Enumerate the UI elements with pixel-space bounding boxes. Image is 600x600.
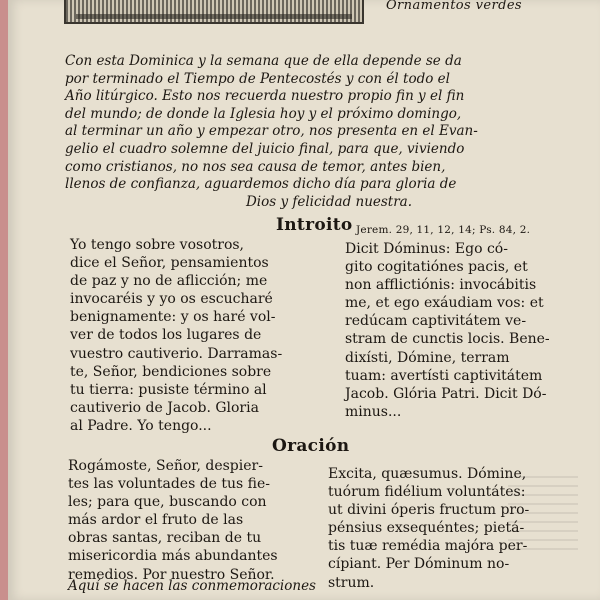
introito-spanish-line: Yo tengo sobre vosotros, xyxy=(70,237,245,253)
intro-paragraph xyxy=(65,53,593,211)
introito-latin-line: me, et ego exáudiam vos: et xyxy=(345,295,544,312)
oracion-spanish-line: misericordia más abundantes xyxy=(68,548,278,565)
introito-spanish-line: benignamente: y os haré vol- xyxy=(70,309,276,326)
intro-line: Con esta Dominica y la semana que de ella depende se da xyxy=(65,53,462,69)
oracion-latin-line: tuórum fidélium voluntátes: xyxy=(328,484,526,501)
oracion-latin-line: pénsius exsequéntes; pietá- xyxy=(328,520,525,537)
introito-spanish-line: cautiverio de Jacob. Gloria xyxy=(70,399,259,416)
footer-note: Aquí se hacen las conmemoraciones xyxy=(68,578,316,594)
introito-spanish-line: invocaréis y yo os escucharé xyxy=(70,291,273,308)
introito-spanish-line: dice el Señor, pensamientos xyxy=(70,255,269,272)
show-through-text xyxy=(508,470,578,550)
oracion-latin-line: Excita, quæsumus. Dómine, xyxy=(328,466,527,482)
intro-line: Año litúrgico. Esto nos recuerda nuestro propio fin y el fin xyxy=(65,88,465,105)
introito-latin-line: non afflictiónis: invocábitis xyxy=(345,277,537,294)
oracion-latin-line: tis tuæ remédia majóra per- xyxy=(328,538,528,555)
introito-latin-line: stram de cunctis locis. Bene- xyxy=(345,331,550,348)
oracion-spanish-line: tes las voluntades de tus fie- xyxy=(68,476,271,493)
introito-spanish-line: al Padre. Yo tengo... xyxy=(70,417,212,434)
intro-line: gelio el cuadro solemne del juicio final, para que, viviendo xyxy=(65,140,465,157)
oracion-spanish-line: más ardor el fruto de las xyxy=(68,512,244,529)
intro-line: llenos de confianza, aguardemos dicho día para gloria de xyxy=(65,176,457,193)
introito-spanish-line: te, Señor, bendiciones sobre xyxy=(70,363,272,380)
introito-latin-line: tuam: avertísti captivitátem xyxy=(345,367,543,384)
oracion-latin-line: ut divini óperis fructum pro- xyxy=(328,502,530,519)
introito-latin-line: dixísti, Dómine, terram xyxy=(345,349,510,366)
oracion-heading: Oración xyxy=(272,436,350,456)
introito-reference: Jerem. 29, 11, 12, 14; Ps. 84, 2. xyxy=(356,224,531,236)
introito-latin-line: gito cogitatiónes pacis, et xyxy=(345,259,528,276)
oracion-spanish-line: remedios. Por nuestro Señor. xyxy=(68,566,275,583)
introito-latin-column xyxy=(345,240,573,421)
introito-spanish-line: ver de todos los lugares de xyxy=(70,327,262,344)
oracion-latin-line: cípiant. Per Dóminum no- xyxy=(328,556,510,573)
intro-line: al terminar un año y empezar otro, nos presenta en el Evan- xyxy=(65,123,478,140)
intro-line: como cristianos, no nos sea causa de temor, antes bien, xyxy=(65,158,446,175)
oracion-latin-line: strum. xyxy=(328,574,375,591)
introito-latin-line: Dicit Dóminus: Ego có- xyxy=(345,241,508,257)
introito-heading: Introito xyxy=(276,215,353,235)
oracion-spanish-column xyxy=(68,457,306,584)
intro-line: por terminado el Tiempo de Pentecostés y con él todo el xyxy=(65,70,450,87)
oracion-spanish-line: obras santas, reciban de tu xyxy=(68,530,262,547)
introito-latin-line: Jacob. Glória Patri. Dicit Dó- xyxy=(345,385,547,402)
intro-line: Dios y felicidad nuestra. xyxy=(245,193,413,210)
intro-line: del mundo; de donde la Iglesia hoy y el próximo domingo, xyxy=(65,105,462,122)
oracion-spanish-line: les; para que, buscando con xyxy=(68,494,267,511)
introito-spanish-column xyxy=(70,236,306,435)
missal-page xyxy=(8,0,600,600)
introito-latin-line: redúcam captivitátem ve- xyxy=(345,313,527,330)
oracion-spanish-line: Rogámoste, Señor, despier- xyxy=(68,458,263,474)
engraving-illustration xyxy=(64,0,364,24)
engraving-base xyxy=(76,14,352,19)
vestments-note: Ornamentos verdes xyxy=(386,0,522,13)
introito-spanish-line: de paz y no de aflicción; me xyxy=(70,273,268,290)
introito-spanish-line: tu tierra: pusiste término al xyxy=(70,381,267,398)
introito-spanish-line: vuestro cautiverio. Darramas- xyxy=(70,345,283,362)
introito-latin-line: minus... xyxy=(345,403,402,420)
